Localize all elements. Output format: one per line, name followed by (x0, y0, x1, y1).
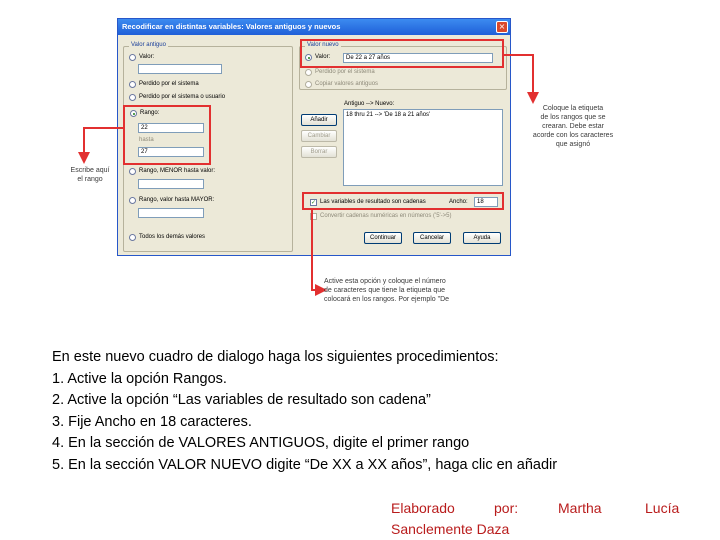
credit-surname: Sanclemente Daza (391, 521, 510, 537)
ancho-input[interactable]: 18 (474, 197, 498, 207)
step-4: 4. En la sección de VALORES ANTIGUOS, digite el primer rango (52, 435, 470, 451)
perdido-sistema-old-label: Perdido por el sistema (139, 81, 199, 87)
valor-new-input[interactable]: De 22 a 27 años (343, 53, 493, 63)
perdido-sistema-usuario-label: Perdido por el sistema o usuario (139, 94, 226, 100)
step-3: 3. Fije Ancho en 18 caracteres. (52, 413, 252, 430)
ayuda-button[interactable]: Ayuda (463, 232, 501, 244)
cambiar-button[interactable]: Cambiar (301, 130, 337, 142)
credit-por: por: (494, 500, 519, 516)
instructions (52, 347, 672, 476)
string-output-label: Las variables de resultado son cadenas (320, 199, 426, 205)
note-left: Escribe aquí el rango (70, 167, 110, 183)
list-title: Antiguo --> Nuevo: (344, 101, 395, 107)
list-item[interactable]: 18 thru 21 --> 'De 18 a 21 años' (346, 112, 431, 118)
hasta-label: hasta (139, 137, 154, 143)
rango-to-input[interactable]: 27 (138, 147, 204, 157)
ancho-label: Ancho: (449, 199, 468, 205)
cancelar-button[interactable]: Cancelar (413, 232, 451, 244)
note-right: Coloque la etiqueta de los rangos que se crearan. Debe estar acorde con los caracteres que asignó (532, 105, 614, 148)
borrar-button[interactable]: Borrar (301, 146, 337, 158)
credit-elaborado: Elaborado (391, 500, 455, 516)
rango-menor-label: Rango, MENOR hasta valor: (139, 168, 216, 174)
string-output-checkbox[interactable]: ✓ (311, 199, 317, 206)
continuar-button[interactable]: Continuar (364, 232, 402, 244)
step-5: 5. En la sección VALOR NUEVO digite “De XX a XX años”, haga clic en añadir (52, 456, 558, 473)
perdido-sistema-new-label: Perdido por el sistema (315, 69, 375, 75)
new-value-group-title: Valor nuevo (307, 42, 339, 48)
convert-numeric-label: Convertir cadenas numéricas en números ('5'->5) (320, 213, 452, 219)
valor-new-label: Valor: (315, 54, 331, 60)
instructions-intro: En este nuevo cuadro de dialogo haga los siguientes procedimientos: (52, 349, 499, 365)
credit-name1: Martha (558, 500, 602, 516)
copiar-label: Copiar valores antiguos (315, 81, 379, 87)
close-icon[interactable]: × (496, 21, 508, 33)
dialog-title: Recodificar en distintas variables: Valores antiguos y nuevos (118, 19, 510, 35)
note-bottom: Active esta opción y coloque el número de caracteres que tiene la etiqueta que colocará en los rangos. Por ejemplo "De (324, 278, 450, 303)
step-1: 1. Active la opción Rangos. (52, 370, 227, 387)
anadir-button[interactable]: Añadir (301, 114, 337, 126)
valor-old-label: Valor: (139, 54, 155, 60)
rango-from-input[interactable]: 22 (138, 123, 204, 133)
old-value-group-title: Valor antiguo (131, 42, 166, 48)
rango-mayor-label: Rango, valor hasta MAYOR: (139, 197, 215, 203)
rango-label: Rango: (140, 110, 160, 116)
credit-name2: Lucía (645, 500, 680, 516)
step-2: 2. Active la opción “Las variables de resultado son cadena” (52, 392, 431, 408)
todos-demas-label: Todos los demás valores (139, 234, 206, 240)
